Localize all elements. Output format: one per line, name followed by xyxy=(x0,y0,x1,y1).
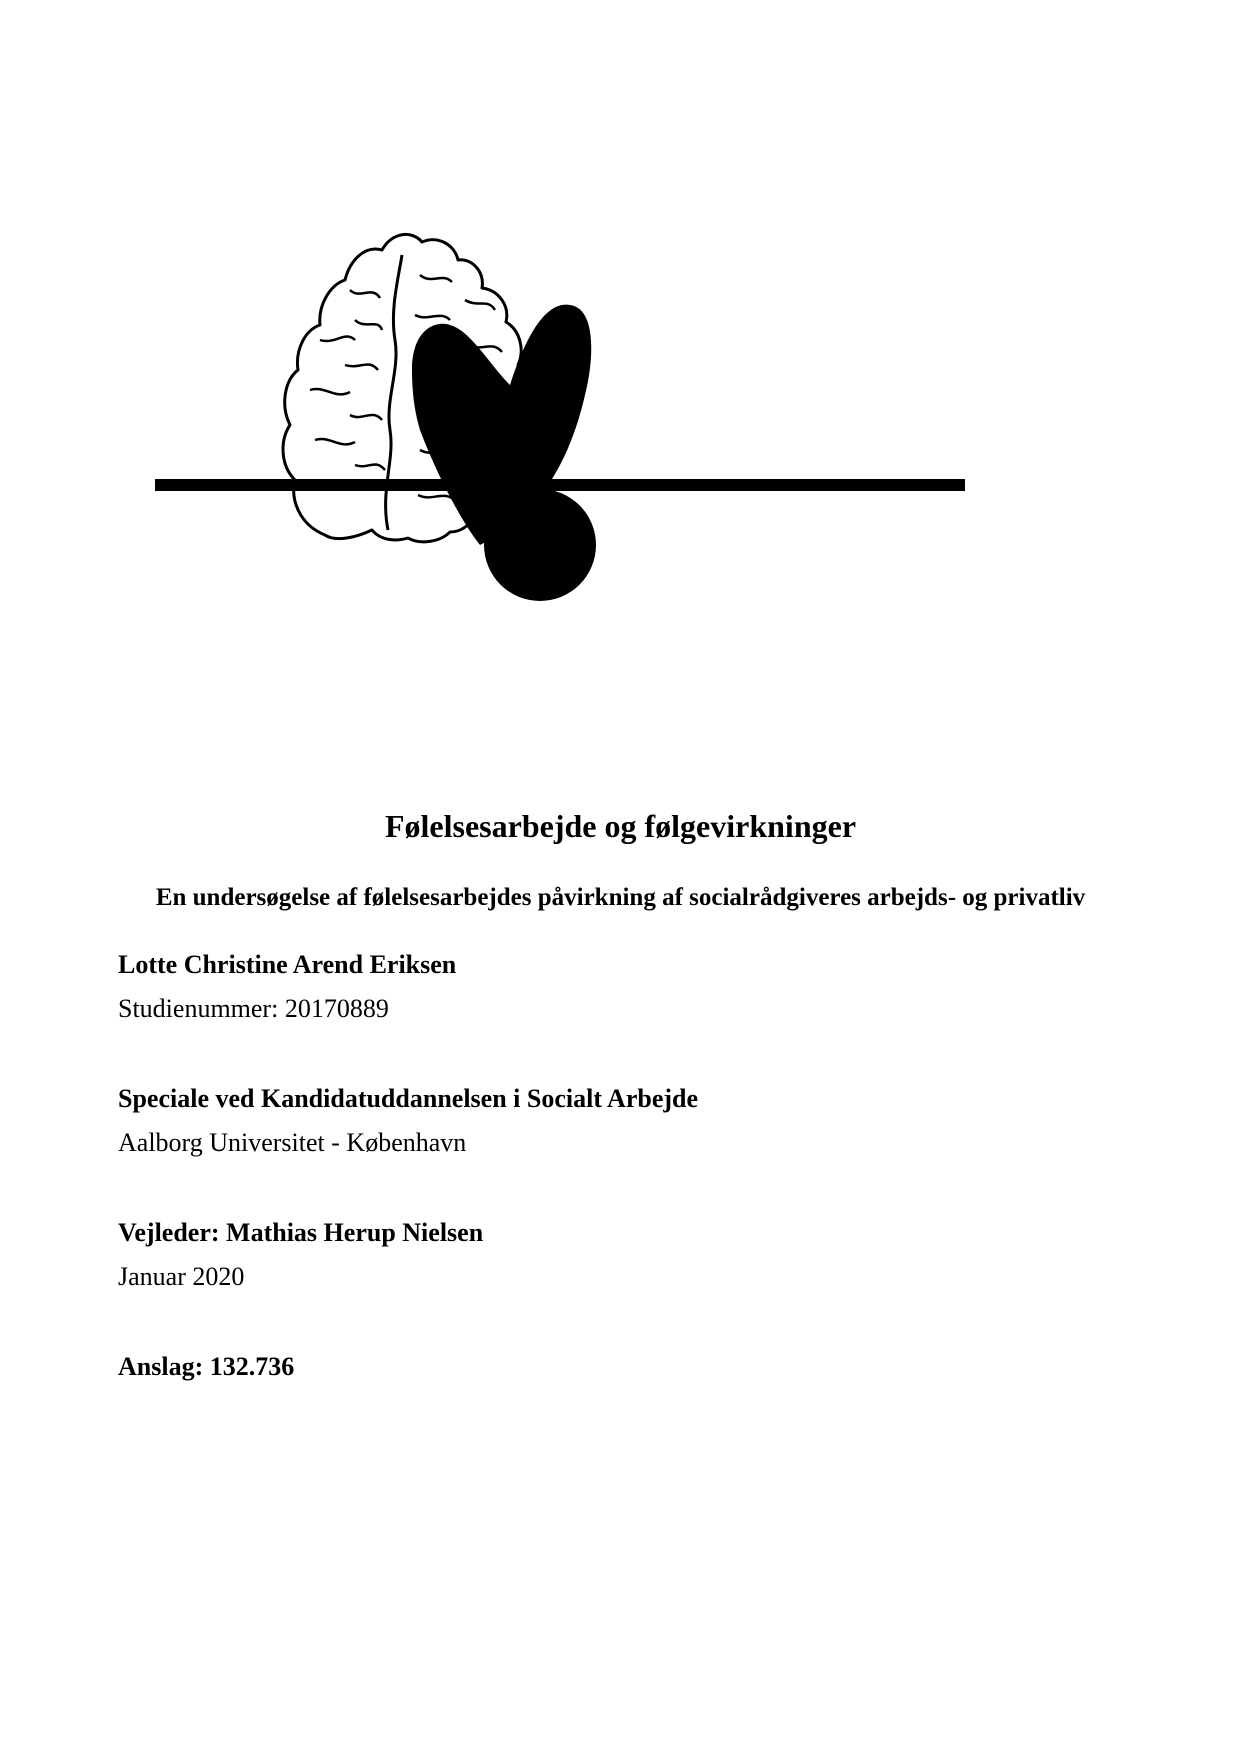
date: Januar 2020 xyxy=(118,1262,245,1291)
student-number: Studienummer: 20170889 xyxy=(118,994,389,1023)
institution: Aalborg Universitet - København xyxy=(118,1128,467,1157)
char-count: Anslag: 132.736 xyxy=(118,1352,295,1381)
program-block xyxy=(118,1084,698,1158)
author-block xyxy=(118,950,456,1024)
supervisor-block xyxy=(118,1218,483,1292)
thesis-title: Følelsesarbejde og følgevirkninger xyxy=(384,808,857,844)
thesis-subtitle: En undersøgelse af følelsesarbejdes påvirkning af socialrådgiveres arbejds- og privatliv xyxy=(155,884,1086,911)
author-name: Lotte Christine Arend Eriksen xyxy=(118,950,457,979)
char-count-block xyxy=(118,1352,294,1382)
program-name: Speciale ved Kandidatuddannelsen i Socialt Arbejde xyxy=(118,1084,699,1113)
supervisor: Vejleder: Mathias Herup Nielsen xyxy=(118,1218,484,1247)
balance-beam xyxy=(155,479,965,491)
cover-illustration xyxy=(150,180,1050,680)
fulcrum-circle xyxy=(484,489,596,601)
